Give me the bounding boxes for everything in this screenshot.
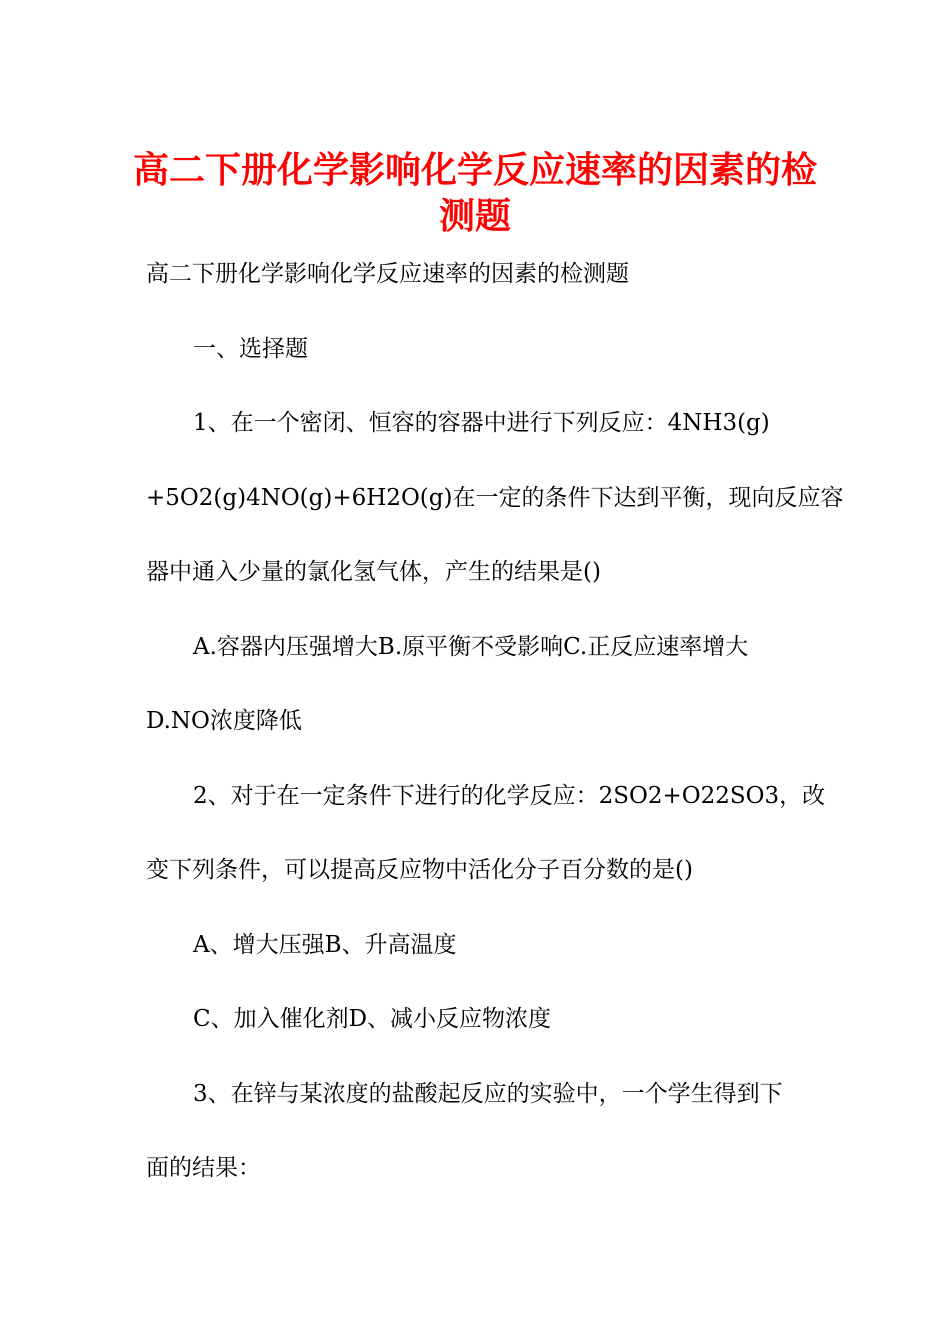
question-2-line-2: 变下列条件，可以提高反应物中活化分子百分数的是() bbox=[146, 857, 693, 883]
question-2-line-1: 2、对于在一定条件下进行的化学反应：2SO2+O22SO3，改 bbox=[193, 783, 826, 809]
section-heading: 一、选择题 bbox=[193, 336, 308, 362]
question-1-options-line-2: D.NO浓度降低 bbox=[146, 708, 302, 734]
question-1-line-2: +5O2(g)4NO(g)+6H2O(g)在一定的条件下达到平衡，现向反应容 bbox=[146, 485, 844, 511]
question-3-line-2: 面的结果： bbox=[146, 1155, 261, 1181]
document-title: 高二下册化学影响化学反应速率的因素的检测题 bbox=[132, 150, 817, 237]
question-2-options-line-1: A、增大压强B、升高温度 bbox=[193, 932, 457, 958]
paragraph-heading: 高二下册化学影响化学反应速率的因素的检测题 bbox=[146, 261, 629, 287]
question-1-options-line-1: A.容器内压强增大B.原平衡不受影响C.正反应速率增大 bbox=[193, 634, 749, 660]
question-2-options-line-2: C、加入催化剂D、减小反应物浓度 bbox=[193, 1006, 552, 1032]
question-1-line-1: 1、在一个密闭、恒容的容器中进行下列反应：4NH3(g) bbox=[193, 410, 770, 436]
question-1-line-3: 器中通入少量的氯化氢气体，产生的结果是() bbox=[146, 559, 601, 585]
question-3-line-1: 3、在锌与某浓度的盐酸起反应的实验中，一个学生得到下 bbox=[193, 1081, 783, 1107]
